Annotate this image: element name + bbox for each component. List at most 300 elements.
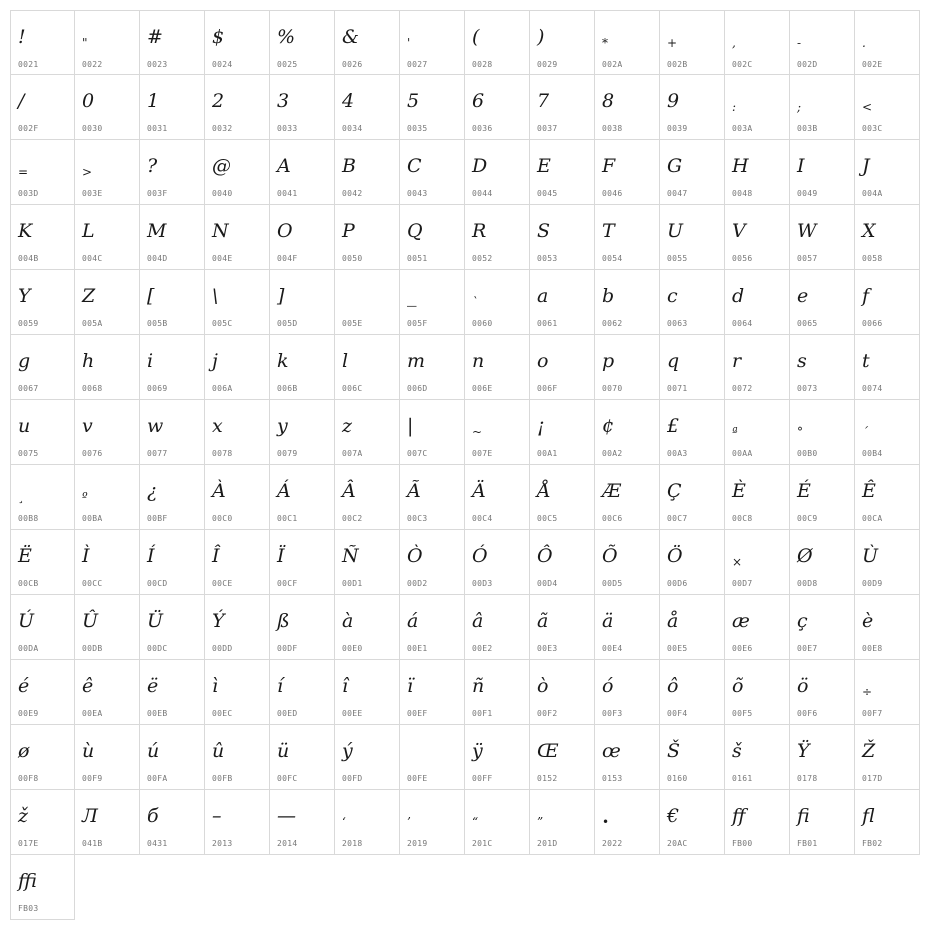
glyph-codepoint-label: 0037 — [537, 124, 558, 133]
glyph-sample: j — [212, 350, 218, 372]
glyph-sample: ý — [342, 740, 353, 762]
glyph-sample: ú — [147, 740, 160, 762]
glyph-sample: . — [862, 36, 866, 50]
glyph-sample: : — [732, 100, 737, 114]
glyph-cell — [400, 75, 465, 140]
glyph-cell — [855, 725, 920, 790]
glyph-cell — [140, 75, 205, 140]
glyph-sample: — — [277, 805, 296, 827]
glyph-sample: ø — [18, 740, 30, 762]
glyph-cell — [660, 400, 725, 465]
glyph-sample: p — [602, 350, 615, 372]
glyph-sample: x — [212, 415, 223, 437]
glyph-codepoint-label: 00E8 — [862, 644, 883, 653]
glyph-cell — [205, 530, 270, 595]
glyph-cell — [855, 465, 920, 530]
glyph-cell — [855, 205, 920, 270]
glyph-sample: R — [472, 220, 487, 242]
glyph-codepoint-label: 00F7 — [862, 709, 883, 718]
glyph-cell — [530, 10, 595, 75]
glyph-cell — [10, 725, 75, 790]
glyph-codepoint-label: 00F8 — [18, 774, 39, 783]
glyph-cell — [790, 465, 855, 530]
glyph-codepoint-label: 00F3 — [602, 709, 623, 718]
glyph-cell — [725, 465, 790, 530]
glyph-sample: ? — [147, 155, 158, 177]
glyph-sample: Š — [667, 740, 681, 762]
glyph-codepoint-label: 00FD — [342, 774, 363, 783]
glyph-cell — [595, 270, 660, 335]
glyph-sample: ÿ — [472, 740, 483, 762]
glyph-codepoint-label: 0052 — [472, 254, 493, 263]
glyph-codepoint-label: 005F — [407, 319, 428, 328]
glyph-codepoint-label: 0023 — [147, 60, 168, 69]
glyph-codepoint-label: 00E7 — [797, 644, 818, 653]
glyph-sample: ª — [732, 425, 738, 439]
glyph-sample: £ — [667, 415, 680, 437]
glyph-codepoint-label: 0063 — [667, 319, 688, 328]
glyph-codepoint-label: 20AC — [667, 839, 688, 848]
glyph-cell — [465, 465, 530, 530]
glyph-cell — [855, 400, 920, 465]
glyph-sample: i — [147, 350, 154, 372]
glyph-codepoint-label: 00D2 — [407, 579, 428, 588]
glyph-cell — [790, 790, 855, 855]
glyph-sample: ¡ — [537, 415, 545, 437]
glyph-sample: ó — [602, 675, 614, 697]
glyph-sample: b — [602, 285, 615, 307]
glyph-sample: f — [862, 285, 870, 307]
glyph-cell — [205, 270, 270, 335]
glyph-cell — [530, 335, 595, 400]
glyph-sample: | — [407, 415, 414, 437]
glyph-codepoint-label: 0031 — [147, 124, 168, 133]
glyph-codepoint-label: 0049 — [797, 189, 818, 198]
glyph-codepoint-label: FB03 — [18, 904, 39, 913]
glyph-sample: [ — [147, 285, 155, 307]
glyph-codepoint-label: 00B4 — [862, 449, 883, 458]
glyph-codepoint-label: 0044 — [472, 189, 493, 198]
glyph-sample: Á — [277, 480, 291, 502]
glyph-cell — [400, 270, 465, 335]
glyph-codepoint-label: 0030 — [82, 124, 103, 133]
glyph-sample: - — [797, 36, 802, 50]
glyph-cell — [530, 595, 595, 660]
glyph-sample: I — [797, 155, 805, 177]
glyph-sample: ù — [82, 740, 95, 762]
glyph-cell — [335, 660, 400, 725]
glyph-codepoint-label: 0040 — [212, 189, 233, 198]
glyph-codepoint-label: 0041 — [277, 189, 298, 198]
glyph-cell — [270, 595, 335, 660]
glyph-cell — [400, 400, 465, 465]
glyph-sample: ÷ — [862, 685, 873, 699]
glyph-sample: Ü — [147, 610, 164, 632]
glyph-codepoint-label: 00A3 — [667, 449, 688, 458]
glyph-cell — [205, 10, 270, 75]
glyph-sample: l — [342, 350, 349, 372]
glyph-codepoint-label: 00B8 — [18, 514, 39, 523]
glyph-codepoint-label: 00A1 — [537, 449, 558, 458]
glyph-codepoint-label: 00D1 — [342, 579, 363, 588]
glyph-codepoint-label: 0152 — [537, 774, 558, 783]
glyph-cell — [855, 595, 920, 660]
glyph-codepoint-label: 00C5 — [537, 514, 558, 523]
glyph-codepoint-label: 0059 — [18, 319, 39, 328]
glyph-cell — [660, 465, 725, 530]
glyph-cell — [400, 465, 465, 530]
glyph-codepoint-label: 004F — [277, 254, 298, 263]
glyph-codepoint-label: 0056 — [732, 254, 753, 263]
glyph-sample: 5 — [407, 90, 420, 112]
glyph-cell — [725, 595, 790, 660]
glyph-cell — [400, 790, 465, 855]
glyph-sample: Ž — [862, 740, 876, 762]
glyph-cell — [270, 75, 335, 140]
glyph-sample: œ — [602, 740, 621, 762]
glyph-cell — [75, 335, 140, 400]
glyph-cell — [205, 595, 270, 660]
glyph-codepoint-label: 00DF — [277, 644, 298, 653]
glyph-sample: Ñ — [342, 545, 359, 567]
glyph-cell — [400, 530, 465, 595]
glyph-cell — [205, 790, 270, 855]
glyph-sample: S — [537, 220, 551, 242]
glyph-codepoint-label: 201C — [472, 839, 493, 848]
glyph-cell — [140, 400, 205, 465]
glyph-codepoint-label: 0046 — [602, 189, 623, 198]
glyph-sample: 4 — [342, 90, 355, 112]
glyph-codepoint-label: 00E0 — [342, 644, 363, 653]
glyph-sample: y — [277, 415, 288, 437]
glyph-codepoint-label: 0054 — [602, 254, 623, 263]
glyph-cell — [270, 400, 335, 465]
glyph-codepoint-label: 0048 — [732, 189, 753, 198]
glyph-cell — [335, 270, 400, 335]
glyph-sample: ; — [797, 100, 802, 114]
glyph-codepoint-label: 004B — [18, 254, 39, 263]
glyph-codepoint-label: 003F — [147, 189, 168, 198]
glyph-codepoint-label: 0079 — [277, 449, 298, 458]
glyph-codepoint-label: 0045 — [537, 189, 558, 198]
glyph-codepoint-label: 0061 — [537, 319, 558, 328]
glyph-codepoint-label: 0058 — [862, 254, 883, 263]
glyph-cell — [10, 855, 75, 920]
glyph-cell — [465, 400, 530, 465]
glyph-sample: u — [18, 415, 31, 437]
glyph-cell — [205, 400, 270, 465]
glyph-cell — [530, 660, 595, 725]
glyph-cell — [10, 205, 75, 270]
glyph-sample: k — [277, 350, 289, 372]
glyph-cell — [465, 75, 530, 140]
glyph-codepoint-label: 00BA — [82, 514, 103, 523]
glyph-codepoint-label: 00FE — [407, 774, 428, 783]
glyph-cell — [660, 270, 725, 335]
glyph-sample: Ý — [212, 610, 225, 632]
glyph-codepoint-label: 2013 — [212, 839, 233, 848]
glyph-cell — [205, 725, 270, 790]
glyph-cell — [75, 790, 140, 855]
glyph-codepoint-label: 0064 — [732, 319, 753, 328]
glyph-cell — [725, 725, 790, 790]
glyph-sample: Ô — [537, 545, 553, 567]
glyph-sample: Ç — [667, 480, 682, 502]
glyph-sample: 7 — [537, 90, 550, 112]
glyph-sample: ] — [277, 285, 285, 307]
glyph-cell — [10, 335, 75, 400]
glyph-cell — [660, 790, 725, 855]
glyph-cell — [465, 660, 530, 725]
glyph-cell — [270, 530, 335, 595]
glyph-codepoint-label: 00C4 — [472, 514, 493, 523]
glyph-sample: “ — [472, 815, 479, 829]
glyph-codepoint-label: 0024 — [212, 60, 233, 69]
glyph-cell — [855, 335, 920, 400]
glyph-sample: Ã — [407, 480, 421, 502]
glyph-cell — [205, 660, 270, 725]
glyph-cell — [725, 270, 790, 335]
glyph-cell — [140, 10, 205, 75]
glyph-cell — [10, 270, 75, 335]
glyph-codepoint-label: 00D7 — [732, 579, 753, 588]
glyph-cell — [725, 10, 790, 75]
glyph-cell — [10, 75, 75, 140]
glyph-sample: ö — [797, 675, 809, 697]
glyph-cell — [335, 75, 400, 140]
glyph-cell — [790, 660, 855, 725]
glyph-cell — [465, 335, 530, 400]
glyph-cell — [205, 205, 270, 270]
glyph-codepoint-label: 005B — [147, 319, 168, 328]
glyph-sample: m — [407, 350, 426, 372]
glyph-sample: O — [277, 220, 293, 242]
glyph-codepoint-label: 006C — [342, 384, 363, 393]
glyph-cell — [140, 140, 205, 205]
glyph-cell — [205, 335, 270, 400]
glyph-sample: , — [732, 36, 736, 50]
glyph-codepoint-label: 00D8 — [797, 579, 818, 588]
glyph-codepoint-label: 00EB — [147, 709, 168, 718]
glyph-codepoint-label: 00DA — [18, 644, 39, 653]
glyph-codepoint-label: 00C3 — [407, 514, 428, 523]
glyph-codepoint-label: 0050 — [342, 254, 363, 263]
glyph-sample: = — [18, 165, 29, 179]
glyph-sample: 8 — [602, 90, 615, 112]
glyph-codepoint-label: FB01 — [797, 839, 818, 848]
glyph-cell — [270, 140, 335, 205]
glyph-sample: / — [18, 90, 25, 112]
glyph-codepoint-label: 00FA — [147, 774, 168, 783]
glyph-codepoint-label: 00C1 — [277, 514, 298, 523]
glyph-sample: Ë — [18, 545, 32, 567]
glyph-cell — [660, 335, 725, 400]
glyph-codepoint-label: 0053 — [537, 254, 558, 263]
glyph-cell — [725, 660, 790, 725]
glyph-sample: ¿ — [147, 480, 158, 502]
glyph-codepoint-label: 0021 — [18, 60, 39, 69]
glyph-codepoint-label: 0042 — [342, 189, 363, 198]
glyph-sample: M — [147, 220, 167, 242]
glyph-cell — [270, 270, 335, 335]
glyph-codepoint-label: 0034 — [342, 124, 363, 133]
glyph-sample: d — [732, 285, 745, 307]
glyph-codepoint-label: 0069 — [147, 384, 168, 393]
glyph-codepoint-label: 2014 — [277, 839, 298, 848]
glyph-cell — [10, 530, 75, 595]
glyph-sample: 6 — [472, 90, 485, 112]
glyph-sample: r — [732, 350, 742, 372]
glyph-codepoint-label: 003D — [18, 189, 39, 198]
glyph-sample: Â — [342, 480, 356, 502]
glyph-codepoint-label: 0072 — [732, 384, 753, 393]
glyph-codepoint-label: 00DC — [147, 644, 168, 653]
glyph-cell — [335, 595, 400, 660]
glyph-cell — [595, 205, 660, 270]
glyph-sample: ¢ — [602, 415, 615, 437]
glyph-cell — [75, 10, 140, 75]
glyph-sample: 0 — [82, 90, 95, 112]
glyph-sample: # — [147, 26, 163, 48]
glyph-cell — [725, 140, 790, 205]
glyph-sample: J — [862, 155, 870, 177]
glyph-codepoint-label: 00D3 — [472, 579, 493, 588]
glyph-sample: à — [342, 610, 354, 632]
glyph-codepoint-label: 00D9 — [862, 579, 883, 588]
glyph-codepoint-label: 0029 — [537, 60, 558, 69]
glyph-codepoint-label: 0025 — [277, 60, 298, 69]
glyph-cell — [75, 140, 140, 205]
glyph-codepoint-label: 0062 — [602, 319, 623, 328]
glyph-sample: " — [82, 36, 88, 50]
glyph-cell — [660, 725, 725, 790]
glyph-sample: Œ — [537, 740, 559, 762]
glyph-cell — [790, 725, 855, 790]
glyph-cell — [790, 10, 855, 75]
glyph-sample: æ — [732, 610, 750, 632]
glyph-cell — [205, 75, 270, 140]
glyph-cell — [140, 660, 205, 725]
glyph-sample: – — [212, 805, 222, 827]
glyph-sample: Ÿ — [797, 740, 810, 762]
glyph-codepoint-label: 003C — [862, 124, 883, 133]
glyph-cell — [75, 660, 140, 725]
glyph-codepoint-label: FB02 — [862, 839, 883, 848]
glyph-sample: z — [342, 415, 353, 437]
glyph-sample: E — [537, 155, 551, 177]
glyph-codepoint-label: 00E5 — [667, 644, 688, 653]
glyph-codepoint-label: 017D — [862, 774, 883, 783]
glyph-sample: Ù — [862, 545, 879, 567]
glyph-codepoint-label: 00C2 — [342, 514, 363, 523]
glyph-codepoint-label: 00CB — [18, 579, 39, 588]
glyph-cell — [10, 790, 75, 855]
glyph-cell — [790, 400, 855, 465]
glyph-cell — [660, 205, 725, 270]
glyph-cell — [465, 530, 530, 595]
glyph-sample: C — [407, 155, 422, 177]
glyph-sample: ’ — [407, 815, 411, 829]
glyph-codepoint-label: 0431 — [147, 839, 168, 848]
glyph-codepoint-label: 0065 — [797, 319, 818, 328]
glyph-codepoint-label: 00C8 — [732, 514, 753, 523]
glyph-cell — [855, 75, 920, 140]
glyph-sample: n — [472, 350, 485, 372]
glyph-codepoint-label: 002B — [667, 60, 688, 69]
glyph-cell — [400, 660, 465, 725]
glyph-sample: X — [862, 220, 876, 242]
glyph-codepoint-label: 004A — [862, 189, 883, 198]
glyph-codepoint-label: 00E4 — [602, 644, 623, 653]
glyph-cell — [270, 790, 335, 855]
glyph-sample: ﬂ — [862, 805, 875, 827]
glyph-sample: $ — [212, 26, 225, 48]
glyph-cell — [335, 10, 400, 75]
glyph-codepoint-label: 041B — [82, 839, 103, 848]
glyph-codepoint-label: 2018 — [342, 839, 363, 848]
glyph-cell — [725, 335, 790, 400]
glyph-codepoint-label: 00CE — [212, 579, 233, 588]
glyph-cell — [465, 595, 530, 660]
glyph-codepoint-label: 00DB — [82, 644, 103, 653]
glyph-sample: Ö — [667, 545, 683, 567]
glyph-codepoint-label: 003A — [732, 124, 753, 133]
glyph-sample: ” — [537, 815, 544, 829]
glyph-sample: ¸ — [18, 490, 24, 504]
glyph-cell — [75, 465, 140, 530]
glyph-sample: • — [602, 815, 610, 829]
glyph-codepoint-label: 00F2 — [537, 709, 558, 718]
glyph-codepoint-label: 002E — [862, 60, 883, 69]
glyph-codepoint-label: 006B — [277, 384, 298, 393]
glyph-cell — [140, 205, 205, 270]
glyph-codepoint-label: 0178 — [797, 774, 818, 783]
glyph-cell — [530, 790, 595, 855]
glyph-cell — [855, 10, 920, 75]
glyph-cell — [790, 530, 855, 595]
glyph-sample: 2 — [212, 90, 225, 112]
glyph-codepoint-label: 00DD — [212, 644, 233, 653]
glyph-cell — [530, 530, 595, 595]
glyph-codepoint-label: 00FC — [277, 774, 298, 783]
glyph-codepoint-label: 007C — [407, 449, 428, 458]
glyph-codepoint-label: 00F6 — [797, 709, 818, 718]
glyph-cell — [595, 725, 660, 790]
glyph-codepoint-label: 0077 — [147, 449, 168, 458]
glyph-codepoint-label: 002D — [797, 60, 818, 69]
glyph-sample: Ò — [407, 545, 423, 567]
glyph-codepoint-label: 0066 — [862, 319, 883, 328]
glyph-codepoint-label: 0039 — [667, 124, 688, 133]
glyph-sample: Q — [407, 220, 423, 242]
glyph-codepoint-label: 00FF — [472, 774, 493, 783]
glyph-codepoint-label: 0022 — [82, 60, 103, 69]
glyph-cell — [10, 400, 75, 465]
glyph-codepoint-label: 0057 — [797, 254, 818, 263]
glyph-codepoint-label: 0074 — [862, 384, 883, 393]
glyph-codepoint-label: 00EC — [212, 709, 233, 718]
glyph-cell — [595, 10, 660, 75]
glyph-codepoint-label: 00B0 — [797, 449, 818, 458]
glyph-sample: L — [82, 220, 95, 242]
glyph-sample: š — [732, 740, 742, 762]
glyph-codepoint-label: 00F5 — [732, 709, 753, 718]
glyph-codepoint-label: 00C7 — [667, 514, 688, 523]
glyph-cell — [595, 335, 660, 400]
glyph-cell — [595, 530, 660, 595]
glyph-cell — [530, 75, 595, 140]
glyph-codepoint-label: 0026 — [342, 60, 363, 69]
